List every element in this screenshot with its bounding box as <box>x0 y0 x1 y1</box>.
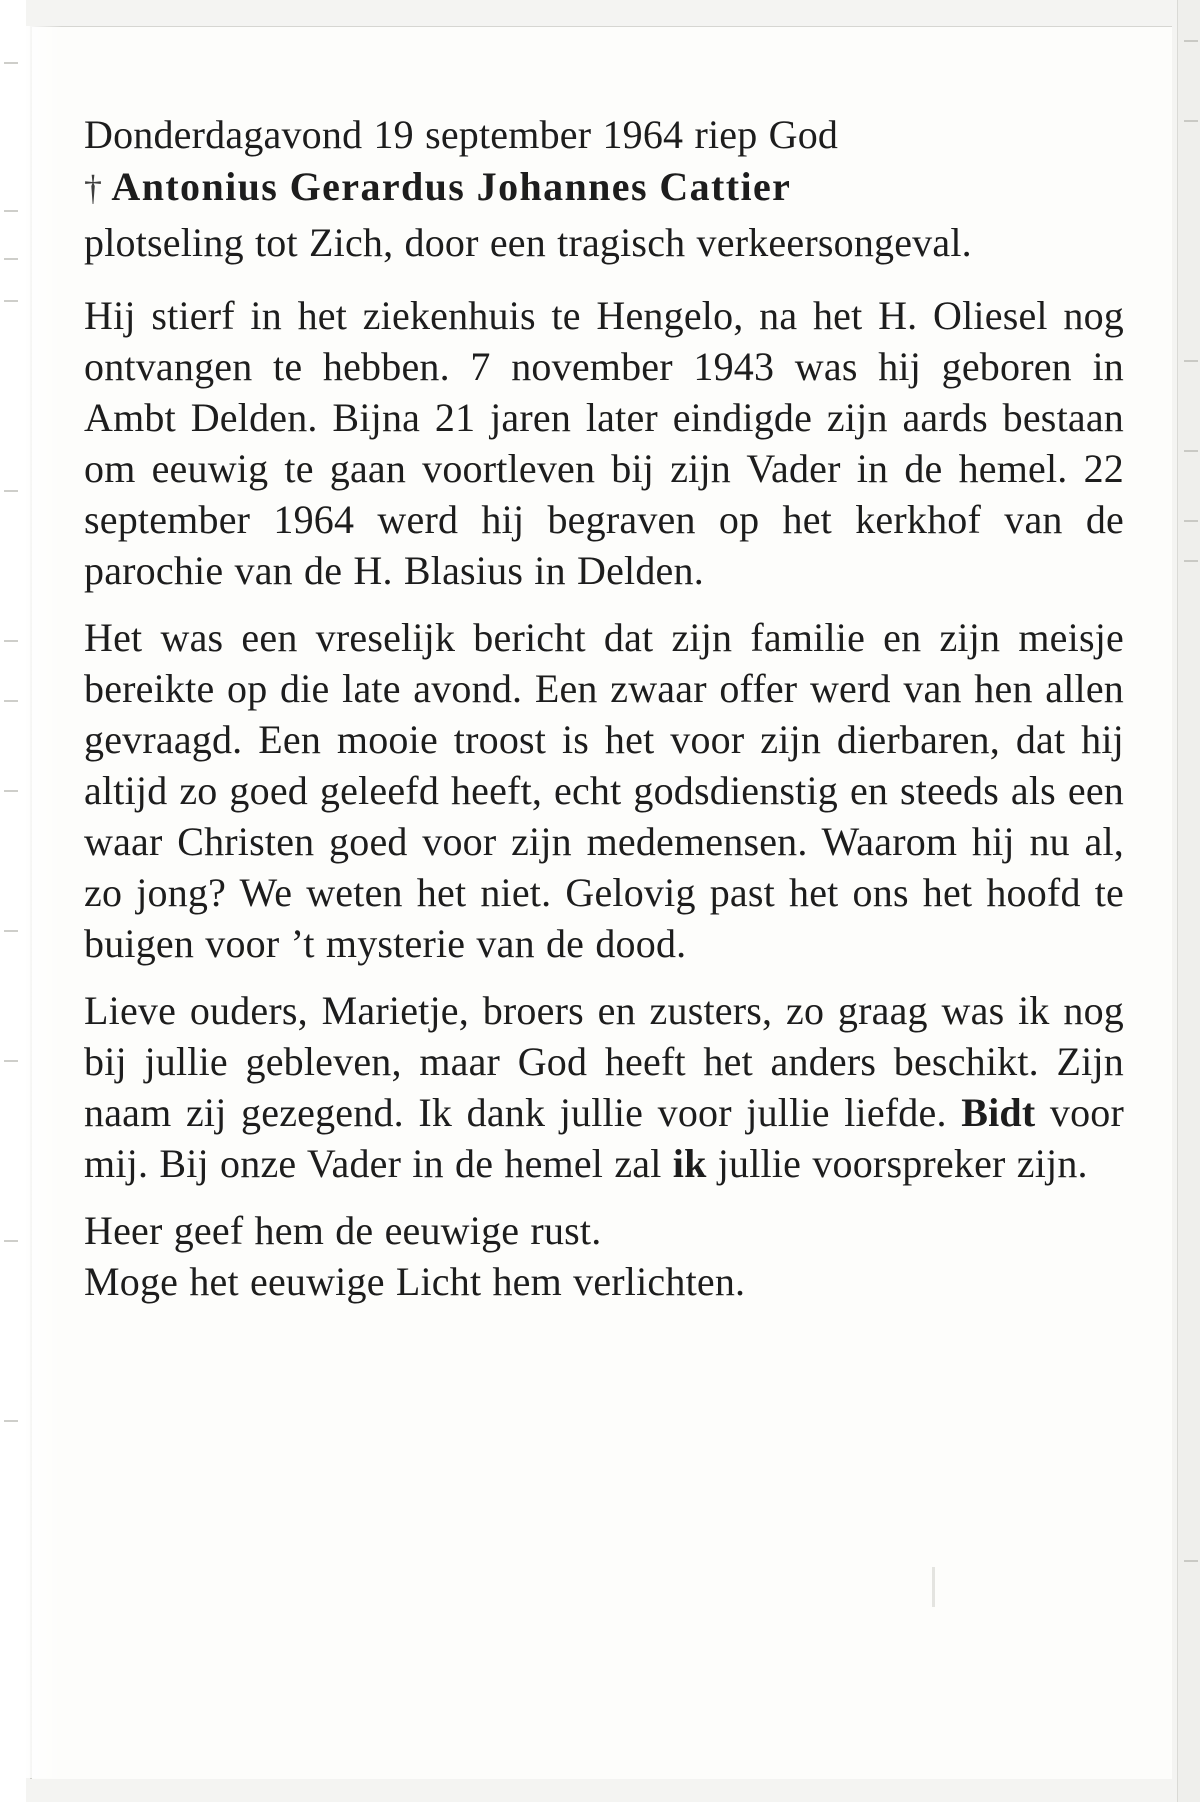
farewell-part-2: voor mij. Bij onze Vader in de hemel zal <box>84 1090 1125 1186</box>
reflection-text: Het was een vreselijk bericht dat zijn familie en zijn meisje bereikte op die late avond. Een zwaar offer werd van hen allen gevraagd. Een mooie troost is het voor zijn dierbaren, dat hij altijd zo goed geleefd heeft, echt godsdienstig en steeds als een waar Christen goed voor zijn medemensen. Waarom hij nu al, zo jong? We weten het niet. Gelovig past het ons het hoofd te buigen voor ’t mysterie van de dood. <box>84 615 1124 966</box>
death-notice-text: plotseling tot Zich, door een tragisch verkeersongeval. <box>84 220 972 265</box>
farewell-text <box>84 985 1124 1189</box>
memorial-card <box>30 26 1172 1779</box>
cross-icon: † <box>84 168 104 208</box>
biography-text: Hij stierf in het ziekenhuis te Hengelo, na het H. Oliesel nog ontvangen te hebben. 7 november 1943 was hij geboren in Ambt Delden. Bijna 21 jaren later eindigde zijn aards bestaan om eeuwig te gaan voortleven bij zijn Vader in de hemel. 22 september 1964 werd hij begraven op het kerkhof van de parochie van de H. Blasius in Delden. <box>84 293 1124 593</box>
deceased-name: Antonius Gerardus Johannes Cattier <box>111 164 792 209</box>
farewell-emphasis-ik: ik <box>672 1141 707 1186</box>
farewell-emphasis-bidt: Bidt <box>961 1090 1036 1135</box>
scanner-right-margin <box>1177 0 1200 1802</box>
opening-line: Donderdagavond 19 september 1964 riep God <box>84 112 839 157</box>
prayer-line-2: Moge het eeuwige Licht hem verlichten. <box>84 1259 746 1304</box>
memorial-text <box>84 109 1124 1307</box>
prayer-line-1: Heer geef hem de eeuwige rust. <box>84 1208 602 1253</box>
scan-artifact <box>932 1567 935 1607</box>
scanner-left-margin <box>0 0 26 1802</box>
deceased-name-line <box>84 162 1124 213</box>
spacer <box>84 268 1124 290</box>
farewell-part-1: Lieve ouders, Marietje, broers en zusters, zo graag was ik nog bij jullie gebleven, maar God heeft het anders beschikt. Zijn naam zij gezegend. Ik dank jullie voor jullie liefde. <box>84 988 1124 1135</box>
farewell-part-3: jullie voorspreker zijn. <box>706 1141 1088 1186</box>
